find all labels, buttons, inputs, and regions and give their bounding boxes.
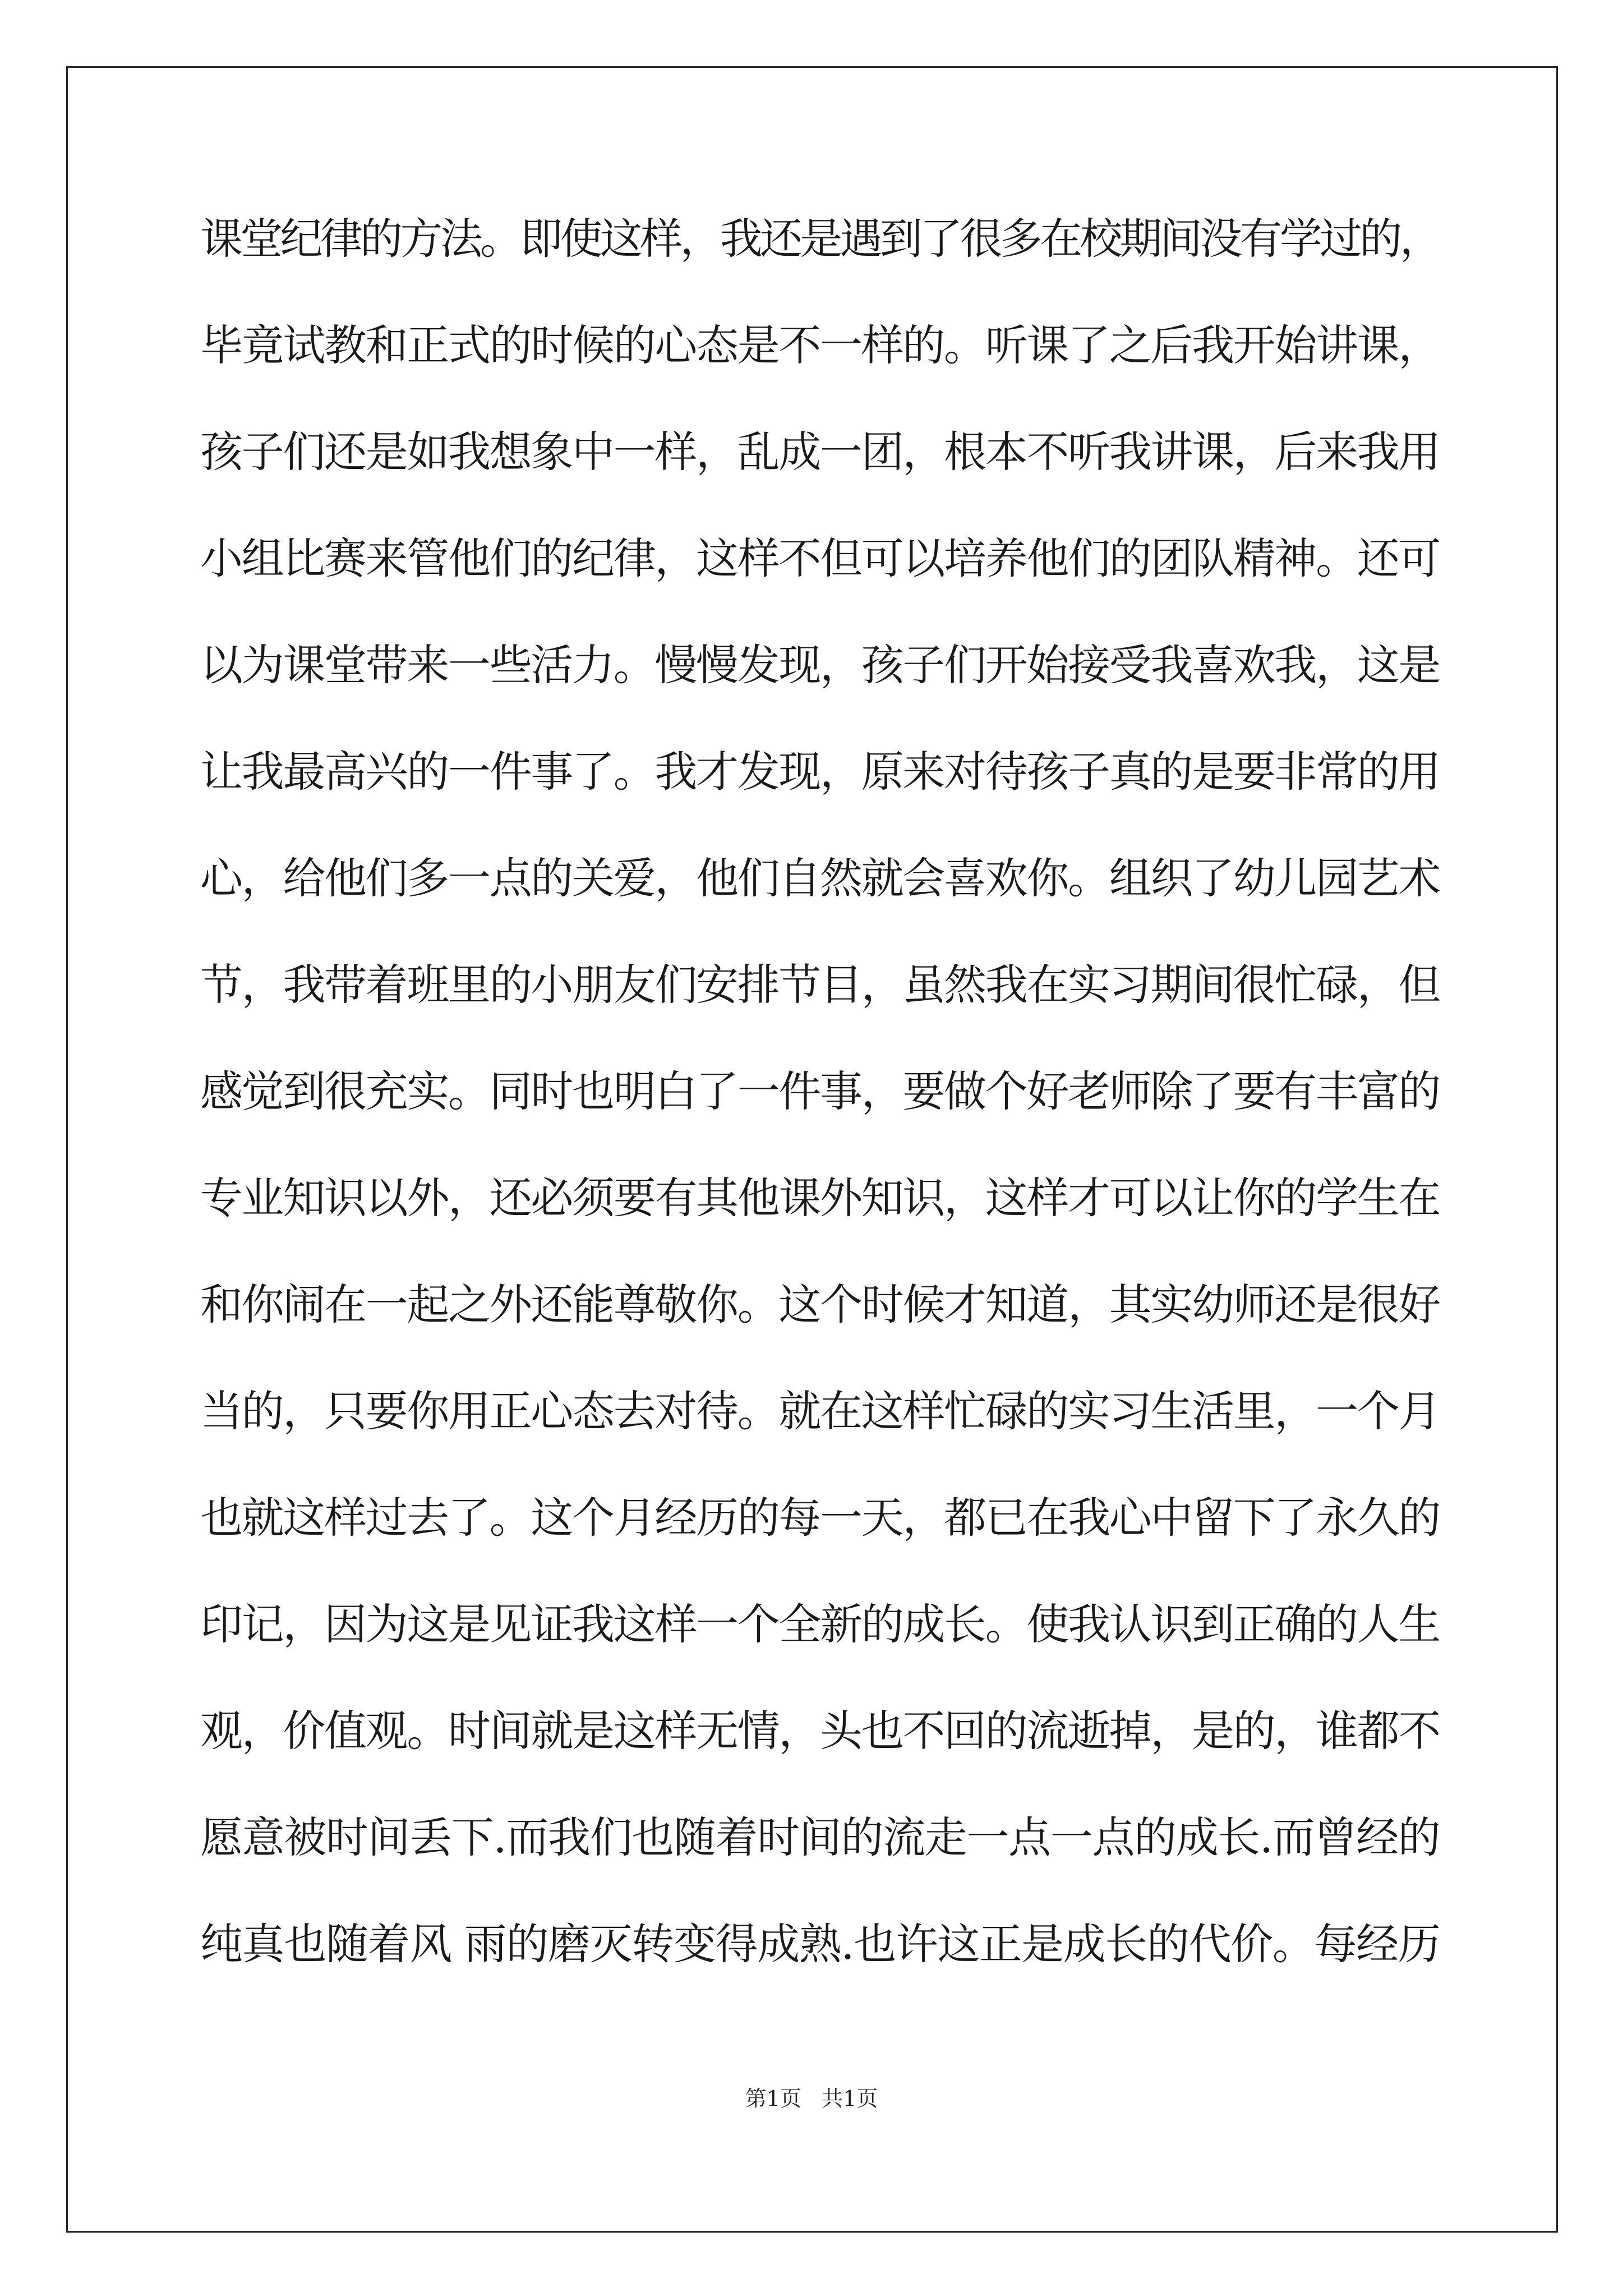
text-line: 和你闹在一起之外还能尊敬你。这个时候才知道，其实幼师还是很好 xyxy=(200,1280,1440,1329)
text-line: 专业知识以外，还必须要有其他课外知识，这样才可以让你的学生在 xyxy=(200,1173,1440,1223)
text-line: 课堂纪律的方法。即使这样，我还是遇到了很多在校期间没有学过的， xyxy=(200,214,1440,264)
text-line: 愿意被时间丢下.而我们也随着时间的流走一点一点的成长.而曾经的 xyxy=(200,1812,1440,1862)
text-line: 当的，只要你用正心态去对待。就在这样忙碌的实习生活里，一个月 xyxy=(200,1386,1440,1436)
text-line: 心，给他们多一点的关爱，他们自然就会喜欢你。组织了幼儿园艺术 xyxy=(200,853,1440,903)
body-text xyxy=(200,205,1440,2017)
text-line: 感觉到很充实。同时也明白了一件事，要做个好老师除了要有丰富的 xyxy=(200,1066,1440,1116)
text-line: 节，我带着班里的小朋友们安排节目，虽然我在实习期间很忙碌，但 xyxy=(200,960,1440,1010)
text-line: 观，价值观。时间就是这样无情，头也不回的流逝掉，是的，谁都不 xyxy=(200,1706,1440,1756)
text-line: 孩子们还是如我想象中一样，乱成一团，根本不听我讲课，后来我用 xyxy=(200,427,1440,477)
text-line: 印记，因为这是见证我这样一个全新的成长。使我认识到正确的人生 xyxy=(200,1599,1440,1649)
text-line: 纯真也随着风 雨的磨灭转变得成熟.也许这正是成长的代价。每经历 xyxy=(200,1919,1440,1969)
text-line: 毕竟试教和正式的时候的心态是不一样的。听课了之后我开始讲课， xyxy=(200,320,1440,370)
page-number-footer: 第1页 共1页 xyxy=(745,2086,878,2111)
text-line: 也就这样过去了。这个月经历的每一天，都已在我心中留下了永久的 xyxy=(200,1493,1440,1543)
text-line: 小组比赛来管他们的纪律，这样不但可以培养他们的团队精神。还可 xyxy=(200,533,1440,583)
text-line: 让我最高兴的一件事了。我才发现，原来对待孩子真的是要非常的用 xyxy=(200,747,1440,797)
text-line: 以为课堂带来一些活力。慢慢发现，孩子们开始接受我喜欢我，这是 xyxy=(200,640,1440,690)
